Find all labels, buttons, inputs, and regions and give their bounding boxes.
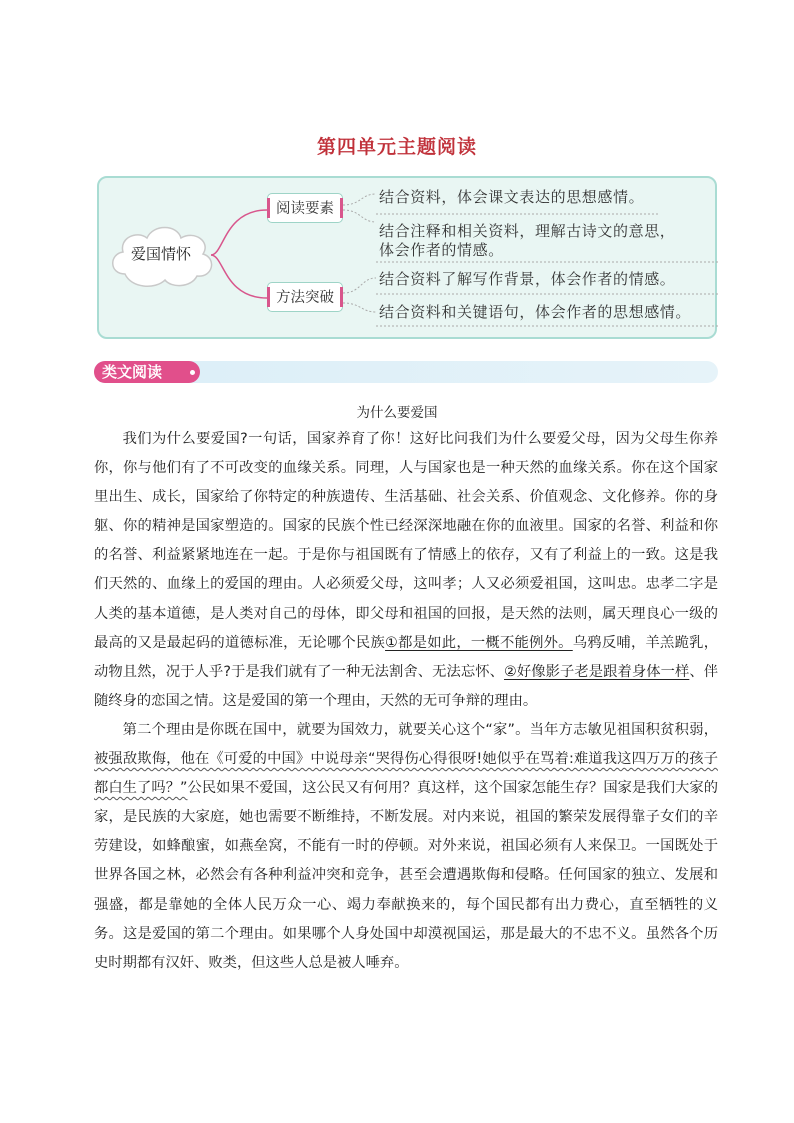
text-span: 公民如果不爱国，这公民又有何用？真这样，这个国家怎能生存？国家是我们大家的家，是民族的大家庭，她也需要不断维持，不断发展。对内来说，祖国的繁荣发展得靠子女们的辛劳建设，如蜂酿蜜，如燕垒窝，不能有一时的停顿。对外来说，祖国必须有人来保卫。一国既处于世界各国之林，必然会有各种利益冲突和竞争，甚至会遭遇欺侮和侵略。任何国家的独立、发展和强盛，都是靠她的全体人民万众一心、竭力奉献换来的，每个国民都有出力费心，直至牺牲的义务。这是爱国的第二个理由。如果哪个人身处国中却漠视国运，那是最大的不忠不义。虽然各个历史时期都有汉奸、败类，但这些人总是被人唾弃。 xyxy=(94,780,719,971)
page-title: 第四单元主题阅读 xyxy=(316,136,477,158)
text-span: 、伴随终身的恋国之情。这是爱国的第一个理由，天然的无可争辩的理由。 xyxy=(94,663,718,709)
branch-reading-elements: 阅读要素 xyxy=(267,193,343,223)
article-title: 为什么要爱国 xyxy=(356,405,438,421)
mindmap-item: 体会作者的情感。 xyxy=(379,241,504,259)
underlined-phrase-1: ①都是如此，一概不能例外。 xyxy=(385,634,573,651)
paragraph-1 xyxy=(94,425,718,716)
mindmap-item: 结合资料了解写作背景，体会作者的情感。 xyxy=(379,270,676,288)
mindmap-item: 结合注释和相关资料，理解古诗文的意思， xyxy=(379,222,676,240)
branch-method-breakthrough: 方法突破 xyxy=(267,282,343,312)
wavy-underlined-quote: 被强敌欺侮，他在《可爱的中国》中说母亲“哭得伤心得很呀!她似乎在骂着:难道我这四万万的孩子都白生了吗？” xyxy=(94,751,718,797)
mindmap-panel xyxy=(97,176,717,339)
section-label: 类文阅读 xyxy=(94,361,200,383)
paragraph-2 xyxy=(94,716,718,978)
underlined-phrase-2: ②好像影子老是跟着身体一样 xyxy=(504,663,690,680)
article-body xyxy=(94,425,718,978)
mindmap-center: 爱国情怀 xyxy=(130,245,191,263)
section-banner xyxy=(94,361,718,383)
bullet-dot-icon xyxy=(190,370,195,375)
text-span: 乌鸦反哺，羊羔跪乳，动物且然，况于人乎?于是我们就有了一种无法割舍、无法忘怀、 xyxy=(94,634,719,680)
mindmap-item: 结合资料，体会课文表达的思想感情。 xyxy=(379,188,645,206)
text-span: 我们为什么要爱国?一句话，国家养育了你！这好比问我们为什么要爱父母，因为父母生你养你，你与他们有了不可改变的血缘关系。同理，人与国家也是一种天然的血缘关系。你在这个国家里出生、成长，国家给了你特定的种族遗传、生活基础、社会关系、价值观念、文化修养。你的身躯、你的精神是国家塑造的。国家的民族个性已经深深地融在你的血液里。国家的名誉、利益和你的名誉、利益紧紧地连在一起。于是你与祖国既有了情感上的依存，又有了利益上的一致。这是我们天然的、血缘上的爱国的理由。人必须爱父母，这叫孝；人又必须爱祖国，这叫忠。忠孝二字是人类的基本道德，是人类对自己的母体，即父母和祖国的回报，是天然的法则，属天理良心一级的最高的又是最起码的道德标准，无论哪个民族 xyxy=(94,431,718,651)
text-span: 第二个理由是你既在国中，就要为国效力，就要关心这个“家”。当年方志敏见祖国积贫积弱， xyxy=(122,721,718,738)
mindmap-item: 结合资料和关键语句，体会作者的思想感情。 xyxy=(379,303,692,321)
